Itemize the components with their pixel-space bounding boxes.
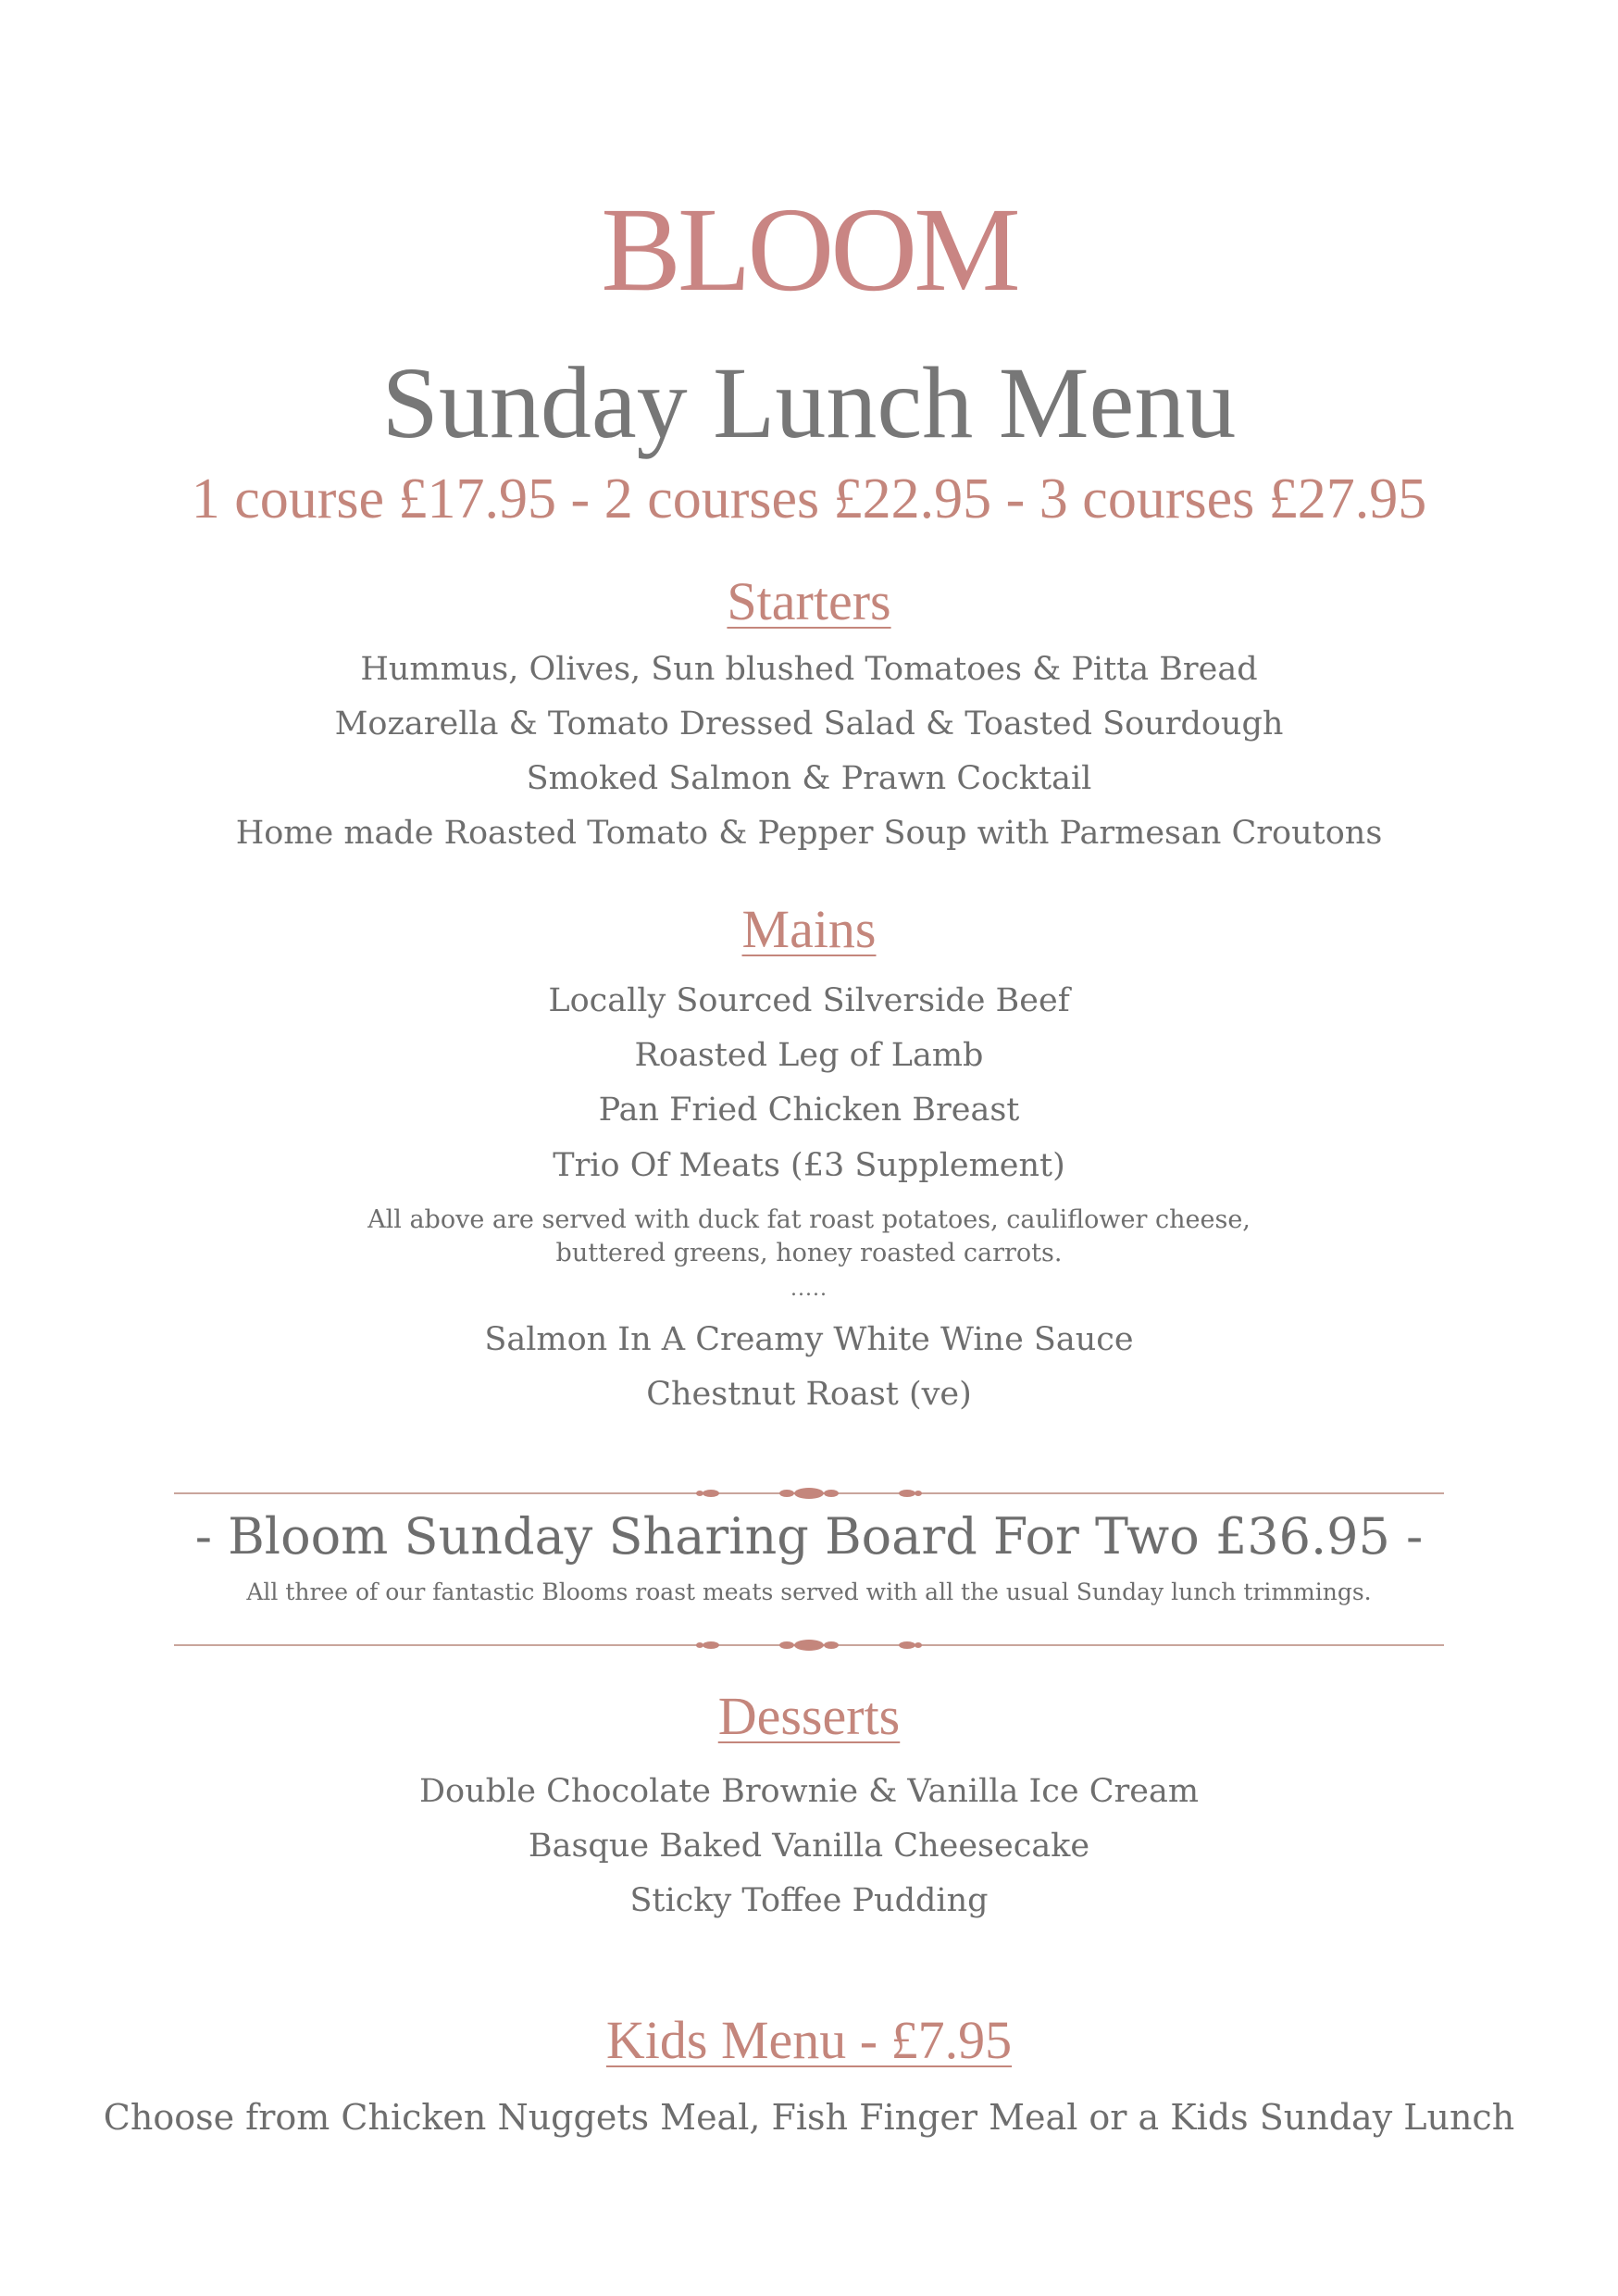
main-extra-item: Salmon In A Creamy White Wine Sauce <box>484 1321 1134 1358</box>
kids-menu-description: Choose from Chicken Nuggets Meal, Fish Finger Meal or a Kids Sunday Lunch <box>103 2097 1515 2138</box>
course-prices: 1 course £17.95 - 2 courses £22.95 - 3 courses £27.95 <box>191 468 1427 530</box>
starter-item: Mozarella & Tomato Dressed Salad & Toasted Sourdough <box>334 705 1284 742</box>
main-item: Pan Fried Chicken Breast <box>598 1092 1020 1129</box>
sharing-board-title: - Bloom Sunday Sharing Board For Two £36.95 - <box>194 1507 1424 1566</box>
ornament-divider-top <box>174 1479 1444 1507</box>
brand-logo: BLOOM <box>601 183 1017 317</box>
mains-note-line2: buttered greens, honey roasted carrots. <box>555 1239 1063 1267</box>
page-title: Sunday Lunch Menu <box>381 346 1237 459</box>
main-extra-item: Chestnut Roast (ve) <box>646 1376 972 1413</box>
sharing-board-description: All three of our fantastic Blooms roast meats served with all the usual Sunday lunch trimmings. <box>246 1578 1372 1605</box>
mains-note-line1: All above are served with duck fat roast potatoes, cauliflower cheese, <box>367 1205 1251 1234</box>
main-item: Trio Of Meats (£3 Supplement) <box>553 1147 1065 1184</box>
main-item: Locally Sourced Silverside Beef <box>548 982 1070 1019</box>
ornament-divider-bottom <box>174 1631 1444 1659</box>
dessert-item: Sticky Toffee Pudding <box>629 1882 989 1919</box>
mains-heading: Mains <box>741 899 877 959</box>
starters-heading: Starters <box>727 571 891 631</box>
starter-item: Home made Roasted Tomato & Pepper Soup with Parmesan Croutons <box>235 815 1383 852</box>
desserts-heading: Desserts <box>717 1686 901 1746</box>
mains-separator: ..... <box>790 1278 828 1301</box>
starter-item: Smoked Salmon & Prawn Cocktail <box>526 760 1092 797</box>
dessert-item: Basque Baked Vanilla Cheesecake <box>528 1828 1090 1865</box>
kids-menu-heading: Kids Menu - £7.95 <box>605 2010 1013 2070</box>
main-item: Roasted Leg of Lamb <box>634 1037 984 1074</box>
dessert-item: Double Chocolate Brownie & Vanilla Ice Cream <box>418 1773 1200 1810</box>
starter-item: Hummus, Olives, Sun blushed Tomatoes & Pitta Bread <box>360 651 1258 688</box>
